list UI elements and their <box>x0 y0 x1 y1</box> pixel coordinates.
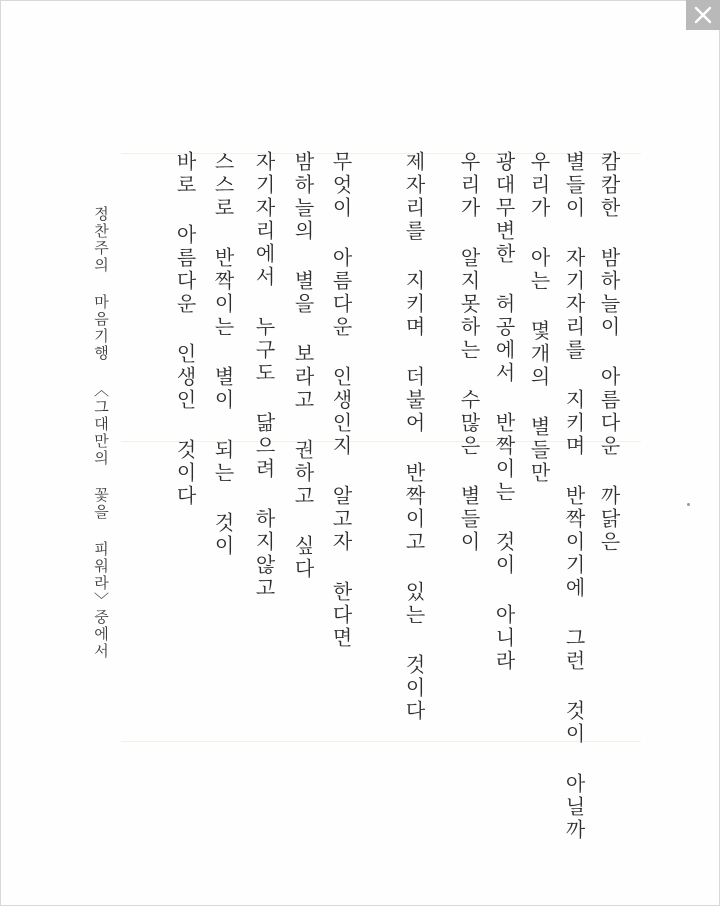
poem-line-7: 무엇이 아름다운 인생인지 알고자 한다면 <box>329 151 353 650</box>
poem-line-11: 바로 아름다운 인생인 것이다 <box>173 151 197 508</box>
poem-line-2: 별들이 자기자리를 지키며 반짝이기에 그런 것이 아닐까 <box>562 151 586 842</box>
poem-line-3: 우리가 아는 몇개의 별들만 <box>527 151 551 485</box>
poem-line-4: 광대무변한 허공에서 반짝이는 것이 아니라 <box>492 151 516 673</box>
close-button[interactable] <box>686 0 720 30</box>
poem-line-8: 밤하늘의 별을 보라고 권하고 싶다 <box>291 151 315 581</box>
poem-line-6: 제자리를 지키며 더불어 반짝이고 있는 것이다 <box>402 151 426 723</box>
poem-attribution: 정찬주의 마음기행 〈그대만의 꽃을 피워라〉중에서 <box>92 206 110 660</box>
close-icon <box>694 6 712 24</box>
paper-speck <box>687 503 690 506</box>
poem-line-9: 자기자리에서 누구도 닮으려 하지않고 <box>252 151 276 600</box>
poem-line-10: 스스로 반짝이는 별이 되는 것이 <box>211 151 235 558</box>
poem-line-1: 캄캄한 밤하늘이 아름다운 까닭은 <box>597 151 621 554</box>
poem-line-5: 우리가 알지못하는 수많은 별들이 <box>457 151 481 554</box>
